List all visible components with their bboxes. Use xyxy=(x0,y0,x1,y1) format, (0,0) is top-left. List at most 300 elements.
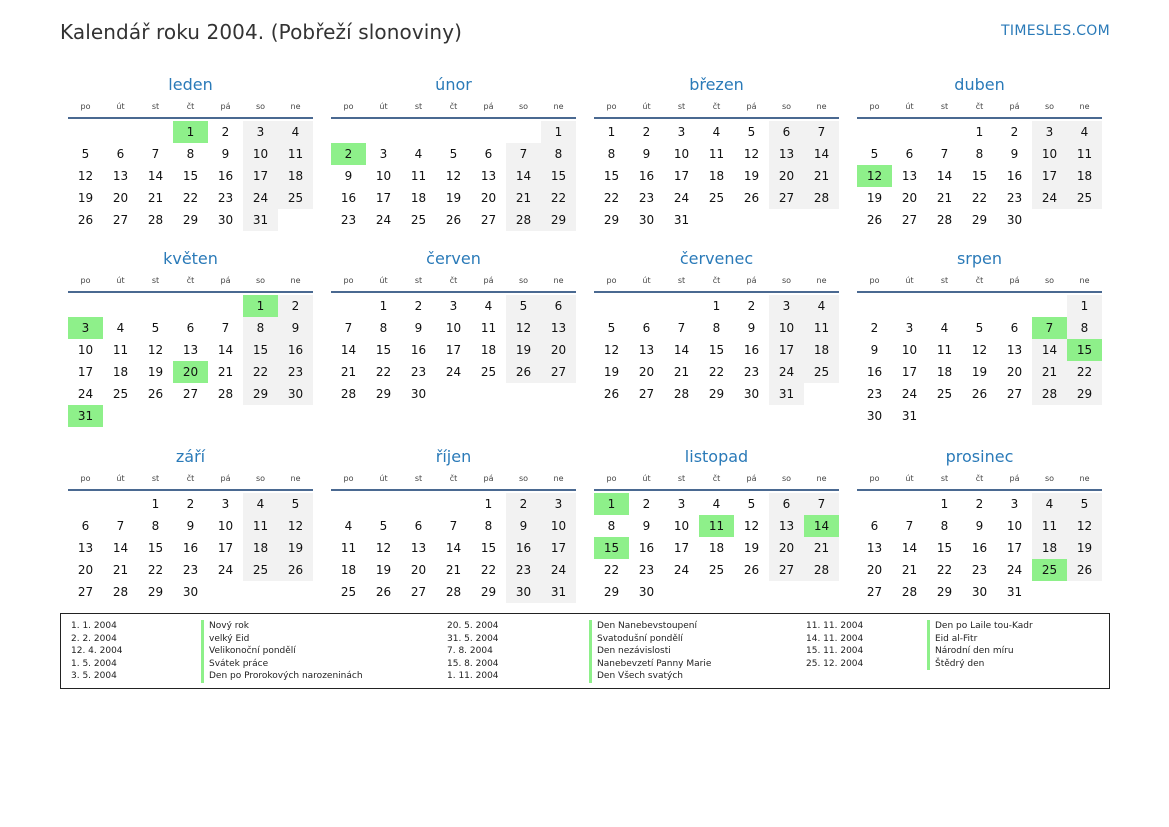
weekday-label: so xyxy=(255,276,266,285)
day-cell: 13 xyxy=(480,169,497,183)
day-cell: 1 xyxy=(379,299,388,313)
day-cell: 29 xyxy=(375,387,392,401)
legend-date: 2. 2. 2004 xyxy=(71,633,117,644)
day-cell: 12 xyxy=(1067,515,1102,537)
day-cell: 23 xyxy=(971,563,988,577)
day-cell: 3 xyxy=(243,121,278,143)
weekday-label: pá xyxy=(1009,276,1020,285)
day-cell: 30 xyxy=(182,585,199,599)
day-cell: 14 xyxy=(506,165,541,187)
weekday-header xyxy=(857,99,1102,119)
day-cell: 7 xyxy=(221,321,230,335)
legend-date: 31. 5. 2004 xyxy=(447,633,499,644)
day-cell: 8 xyxy=(940,519,949,533)
day-cell: 3 xyxy=(541,493,576,515)
weekday-label: so xyxy=(1044,276,1055,285)
day-cell: 13 xyxy=(1006,343,1023,357)
weekday-label: so xyxy=(518,474,529,483)
day-cell: 31 xyxy=(901,409,918,423)
day-cell: 8 xyxy=(712,321,721,335)
day-cell: 24 xyxy=(673,563,690,577)
weekday-label: út xyxy=(116,102,125,111)
day-cell: 21 xyxy=(1032,361,1067,383)
weekday-label: út xyxy=(379,474,388,483)
day-cell: 26 xyxy=(743,191,760,205)
weekday-label: ne xyxy=(816,276,827,285)
day-cell: 18 xyxy=(708,541,725,555)
day-cell: 30 xyxy=(971,585,988,599)
day-cell: 20 xyxy=(638,365,655,379)
weekday-label: ne xyxy=(1079,102,1090,111)
day-cell: 18 xyxy=(1067,165,1102,187)
day-holiday: 7 xyxy=(1032,317,1067,339)
day-cell: 19 xyxy=(866,191,883,205)
day-cell: 13 xyxy=(541,317,576,339)
day-cell: 3 xyxy=(1010,497,1019,511)
day-cell: 6 xyxy=(1010,321,1019,335)
day-holiday: 11 xyxy=(699,515,734,537)
day-holiday: 3 xyxy=(68,317,103,339)
day-cell: 29 xyxy=(936,585,953,599)
day-cell: 6 xyxy=(116,147,125,161)
day-empty xyxy=(401,121,436,143)
day-empty xyxy=(962,295,997,317)
day-empty xyxy=(892,295,927,317)
day-cell: 27 xyxy=(410,585,427,599)
day-empty xyxy=(664,295,699,317)
day-cell: 4 xyxy=(278,121,313,143)
day-cell: 16 xyxy=(278,339,313,361)
day-cell: 5 xyxy=(379,519,388,533)
day-cell: 18 xyxy=(936,365,953,379)
legend-date: 15. 8. 2004 xyxy=(447,658,499,669)
day-cell: 10 xyxy=(77,343,94,357)
day-empty xyxy=(436,121,471,143)
day-cell: 4 xyxy=(484,299,493,313)
day-cell: 31 xyxy=(673,213,690,227)
day-cell: 11 xyxy=(278,143,313,165)
month-name: březen xyxy=(689,75,744,94)
day-cell: 30 xyxy=(410,387,427,401)
day-cell: 18 xyxy=(278,165,313,187)
days-grid xyxy=(857,121,1102,231)
legend-date: 15. 11. 2004 xyxy=(806,646,864,657)
day-cell: 15 xyxy=(541,165,576,187)
day-cell: 24 xyxy=(901,387,918,401)
day-empty xyxy=(892,121,927,143)
day-cell: 25 xyxy=(804,361,839,383)
legend-holiday-name: Nanebevzetí Panny Marie xyxy=(589,658,711,671)
day-holiday: 15 xyxy=(1067,339,1102,361)
day-cell: 9 xyxy=(344,169,353,183)
legend-date: 3. 5. 2004 xyxy=(71,671,117,682)
day-cell: 11 xyxy=(480,321,497,335)
weekday-label: so xyxy=(255,102,266,111)
day-cell: 10 xyxy=(541,515,576,537)
day-cell: 16 xyxy=(1006,169,1023,183)
day-cell: 24 xyxy=(77,387,94,401)
legend-date: 12. 4. 2004 xyxy=(71,646,123,657)
day-empty xyxy=(103,493,138,515)
day-empty xyxy=(857,493,892,515)
day-cell: 15 xyxy=(243,339,278,361)
month-name: listopad xyxy=(684,447,749,466)
day-cell: 19 xyxy=(603,365,620,379)
day-cell: 1 xyxy=(1067,295,1102,317)
month-name: prosinec xyxy=(945,447,1014,466)
day-cell: 4 xyxy=(116,321,125,335)
month-2 xyxy=(594,74,839,231)
day-cell: 21 xyxy=(445,563,462,577)
holiday-legend xyxy=(60,613,1110,689)
month-3 xyxy=(857,74,1102,231)
day-cell: 9 xyxy=(506,515,541,537)
day-cell: 2 xyxy=(221,125,230,139)
day-cell: 25 xyxy=(708,191,725,205)
day-cell: 6 xyxy=(186,321,195,335)
legend-names-col xyxy=(201,620,363,683)
day-cell: 28 xyxy=(1032,383,1067,405)
day-cell: 18 xyxy=(1032,537,1067,559)
day-cell: 28 xyxy=(147,213,164,227)
day-cell: 9 xyxy=(870,343,879,357)
month-6 xyxy=(594,248,839,405)
day-cell: 27 xyxy=(769,559,804,581)
day-cell: 25 xyxy=(278,187,313,209)
weekday-label: po xyxy=(343,474,354,483)
day-empty xyxy=(68,121,103,143)
legend-holiday-name: Den po Prorokových narozeninách xyxy=(201,670,363,683)
day-cell: 23 xyxy=(217,191,234,205)
day-cell: 15 xyxy=(971,169,988,183)
day-cell: 16 xyxy=(340,191,357,205)
day-cell: 21 xyxy=(147,191,164,205)
day-cell: 28 xyxy=(445,585,462,599)
weekday-label: út xyxy=(905,474,914,483)
day-cell: 20 xyxy=(77,563,94,577)
weekday-label: čt xyxy=(449,474,458,483)
day-holiday: 20 xyxy=(173,361,208,383)
day-cell: 17 xyxy=(673,169,690,183)
weekday-label: pá xyxy=(483,474,494,483)
day-cell: 6 xyxy=(769,493,804,515)
day-cell: 21 xyxy=(936,191,953,205)
weekday-label: pá xyxy=(220,276,231,285)
weekday-label: pá xyxy=(746,276,757,285)
weekday-label: st xyxy=(414,102,423,111)
day-cell: 8 xyxy=(379,321,388,335)
day-cell: 14 xyxy=(804,143,839,165)
legend-date: 14. 11. 2004 xyxy=(806,633,864,644)
day-empty xyxy=(103,295,138,317)
day-cell: 22 xyxy=(936,563,953,577)
day-cell: 30 xyxy=(638,213,655,227)
weekday-label: po xyxy=(606,474,617,483)
day-cell: 15 xyxy=(603,169,620,183)
day-cell: 26 xyxy=(445,213,462,227)
legend-holiday-name: Velikonoční pondělí xyxy=(201,645,363,658)
weekday-header xyxy=(331,273,576,293)
day-cell: 15 xyxy=(147,541,164,555)
day-cell: 20 xyxy=(1006,365,1023,379)
day-cell: 21 xyxy=(804,165,839,187)
weekday-label: po xyxy=(606,102,617,111)
legend-dates-col xyxy=(806,620,863,670)
day-cell: 11 xyxy=(410,169,427,183)
weekday-header xyxy=(594,99,839,119)
weekday-label: st xyxy=(151,474,160,483)
day-cell: 5 xyxy=(870,147,879,161)
day-cell: 7 xyxy=(506,143,541,165)
day-cell: 10 xyxy=(673,147,690,161)
day-cell: 21 xyxy=(673,365,690,379)
month-9 xyxy=(331,446,576,603)
day-cell: 4 xyxy=(344,519,353,533)
weekday-label: st xyxy=(940,102,949,111)
day-cell: 17 xyxy=(673,541,690,555)
day-cell: 26 xyxy=(971,387,988,401)
day-cell: 6 xyxy=(484,147,493,161)
day-cell: 19 xyxy=(147,365,164,379)
day-cell: 25 xyxy=(708,563,725,577)
month-name: únor xyxy=(435,75,472,94)
weekday-label: st xyxy=(151,102,160,111)
day-cell: 17 xyxy=(375,191,392,205)
day-holiday: 14 xyxy=(804,515,839,537)
legend-holiday-name: Štědrý den xyxy=(927,658,1033,671)
day-cell: 10 xyxy=(445,321,462,335)
day-empty xyxy=(331,295,366,317)
legend-holiday-name: Svátek práce xyxy=(201,658,363,671)
weekday-label: so xyxy=(518,276,529,285)
day-cell: 13 xyxy=(410,541,427,555)
month-name: leden xyxy=(168,75,213,94)
day-cell: 2 xyxy=(506,493,541,515)
day-cell: 31 xyxy=(541,581,576,603)
weekday-label: út xyxy=(116,276,125,285)
day-cell: 13 xyxy=(769,143,804,165)
day-cell: 7 xyxy=(804,493,839,515)
day-cell: 16 xyxy=(410,343,427,357)
day-cell: 20 xyxy=(112,191,129,205)
day-cell: 19 xyxy=(971,365,988,379)
day-cell: 7 xyxy=(677,321,686,335)
day-cell: 11 xyxy=(1032,515,1067,537)
day-cell: 14 xyxy=(445,541,462,555)
weekday-label: st xyxy=(677,474,686,483)
day-cell: 28 xyxy=(112,585,129,599)
day-cell: 10 xyxy=(1032,143,1067,165)
weekday-label: so xyxy=(781,102,792,111)
day-cell: 25 xyxy=(1067,187,1102,209)
day-cell: 26 xyxy=(375,585,392,599)
day-cell: 10 xyxy=(769,317,804,339)
legend-date: 1. 5. 2004 xyxy=(71,658,117,669)
day-cell: 29 xyxy=(147,585,164,599)
day-cell: 18 xyxy=(340,563,357,577)
weekday-label: čt xyxy=(449,102,458,111)
legend-holiday-name: Den nezávislosti xyxy=(589,645,711,658)
weekday-label: ne xyxy=(553,102,564,111)
day-cell: 20 xyxy=(410,563,427,577)
day-cell: 29 xyxy=(971,213,988,227)
day-cell: 29 xyxy=(243,383,278,405)
day-cell: 20 xyxy=(769,165,804,187)
day-cell: 20 xyxy=(541,339,576,361)
day-cell: 24 xyxy=(541,559,576,581)
day-cell: 7 xyxy=(940,147,949,161)
day-holiday: 12 xyxy=(857,165,892,187)
weekday-header xyxy=(331,471,576,491)
weekday-header xyxy=(594,273,839,293)
weekday-label: po xyxy=(606,276,617,285)
day-empty xyxy=(471,121,506,143)
day-cell: 30 xyxy=(638,585,655,599)
day-cell: 27 xyxy=(480,213,497,227)
day-holiday: 1 xyxy=(173,121,208,143)
day-cell: 7 xyxy=(905,519,914,533)
day-cell: 6 xyxy=(870,519,879,533)
day-cell: 23 xyxy=(182,563,199,577)
day-cell: 28 xyxy=(901,585,918,599)
day-cell: 14 xyxy=(147,169,164,183)
day-cell: 28 xyxy=(340,387,357,401)
day-holiday: 1 xyxy=(243,295,278,317)
day-cell: 19 xyxy=(743,541,760,555)
day-cell: 9 xyxy=(186,519,195,533)
day-cell: 22 xyxy=(603,563,620,577)
weekday-label: pá xyxy=(1009,474,1020,483)
weekday-label: čt xyxy=(712,474,721,483)
day-cell: 23 xyxy=(1006,191,1023,205)
day-cell: 4 xyxy=(804,295,839,317)
day-cell: 28 xyxy=(936,213,953,227)
day-cell: 2 xyxy=(747,299,756,313)
day-cell: 26 xyxy=(278,559,313,581)
day-cell: 4 xyxy=(940,321,949,335)
day-cell: 16 xyxy=(217,169,234,183)
day-cell: 11 xyxy=(804,317,839,339)
weekday-label: út xyxy=(379,102,388,111)
month-name: duben xyxy=(954,75,1005,94)
legend-date: 25. 12. 2004 xyxy=(806,658,864,669)
day-cell: 9 xyxy=(642,519,651,533)
day-cell: 8 xyxy=(607,519,616,533)
day-cell: 1 xyxy=(541,121,576,143)
day-cell: 22 xyxy=(375,365,392,379)
day-cell: 29 xyxy=(480,585,497,599)
day-cell: 22 xyxy=(541,187,576,209)
weekday-label: čt xyxy=(975,276,984,285)
day-cell: 30 xyxy=(506,581,541,603)
day-cell: 10 xyxy=(673,519,690,533)
day-cell: 12 xyxy=(971,343,988,357)
day-cell: 5 xyxy=(506,295,541,317)
day-cell: 4 xyxy=(414,147,423,161)
weekday-label: čt xyxy=(449,276,458,285)
day-cell: 23 xyxy=(638,563,655,577)
weekday-label: so xyxy=(518,102,529,111)
day-cell: 10 xyxy=(1006,519,1023,533)
day-empty xyxy=(857,121,892,143)
day-cell: 15 xyxy=(182,169,199,183)
day-empty xyxy=(138,295,173,317)
day-cell: 3 xyxy=(449,299,458,313)
weekday-label: po xyxy=(869,276,880,285)
weekday-label: čt xyxy=(712,276,721,285)
day-cell: 26 xyxy=(603,387,620,401)
legend-holiday-name: velký Eid xyxy=(201,633,363,646)
day-holiday: 15 xyxy=(594,537,629,559)
days-grid xyxy=(68,121,313,231)
day-cell: 5 xyxy=(449,147,458,161)
month-5 xyxy=(331,248,576,405)
day-cell: 23 xyxy=(743,365,760,379)
weekday-label: st xyxy=(677,102,686,111)
weekday-label: ne xyxy=(290,102,301,111)
day-cell: 3 xyxy=(677,497,686,511)
day-cell: 12 xyxy=(743,519,760,533)
day-cell: 21 xyxy=(901,563,918,577)
day-empty xyxy=(506,121,541,143)
weekday-label: pá xyxy=(483,276,494,285)
day-cell: 7 xyxy=(804,121,839,143)
legend-holiday-name: Den Nanebevstoupení xyxy=(589,620,711,633)
weekday-header xyxy=(68,273,313,293)
month-name: květen xyxy=(163,249,218,268)
day-cell: 14 xyxy=(112,541,129,555)
day-cell: 27 xyxy=(182,387,199,401)
day-cell: 2 xyxy=(1010,125,1019,139)
day-cell: 23 xyxy=(340,213,357,227)
weekday-header xyxy=(857,471,1102,491)
weekday-label: so xyxy=(255,474,266,483)
month-11 xyxy=(857,446,1102,603)
day-cell: 4 xyxy=(1032,493,1067,515)
brand-link[interactable]: TIMESLES.COM xyxy=(1001,23,1110,39)
days-grid xyxy=(857,493,1102,603)
day-cell: 19 xyxy=(375,563,392,577)
day-empty xyxy=(366,493,401,515)
day-cell: 24 xyxy=(217,563,234,577)
day-cell: 4 xyxy=(243,493,278,515)
weekday-header xyxy=(68,99,313,119)
day-cell: 19 xyxy=(445,191,462,205)
day-cell: 22 xyxy=(971,191,988,205)
day-holiday: 25 xyxy=(1032,559,1067,581)
weekday-label: ne xyxy=(816,474,827,483)
days-grid xyxy=(331,295,576,405)
weekday-label: út xyxy=(116,474,125,483)
weekday-label: út xyxy=(905,102,914,111)
weekday-label: po xyxy=(869,474,880,483)
day-cell: 22 xyxy=(147,563,164,577)
day-cell: 15 xyxy=(708,343,725,357)
month-name: červen xyxy=(426,249,481,268)
day-cell: 19 xyxy=(743,169,760,183)
day-cell: 20 xyxy=(769,537,804,559)
weekday-label: út xyxy=(379,276,388,285)
day-cell: 10 xyxy=(217,519,234,533)
day-empty xyxy=(892,493,927,515)
day-cell: 12 xyxy=(147,343,164,357)
weekday-label: po xyxy=(80,474,91,483)
legend-holiday-name: Den Všech svatých xyxy=(589,670,711,683)
day-cell: 12 xyxy=(603,343,620,357)
day-cell: 28 xyxy=(804,187,839,209)
day-cell: 20 xyxy=(480,191,497,205)
day-cell: 11 xyxy=(243,515,278,537)
